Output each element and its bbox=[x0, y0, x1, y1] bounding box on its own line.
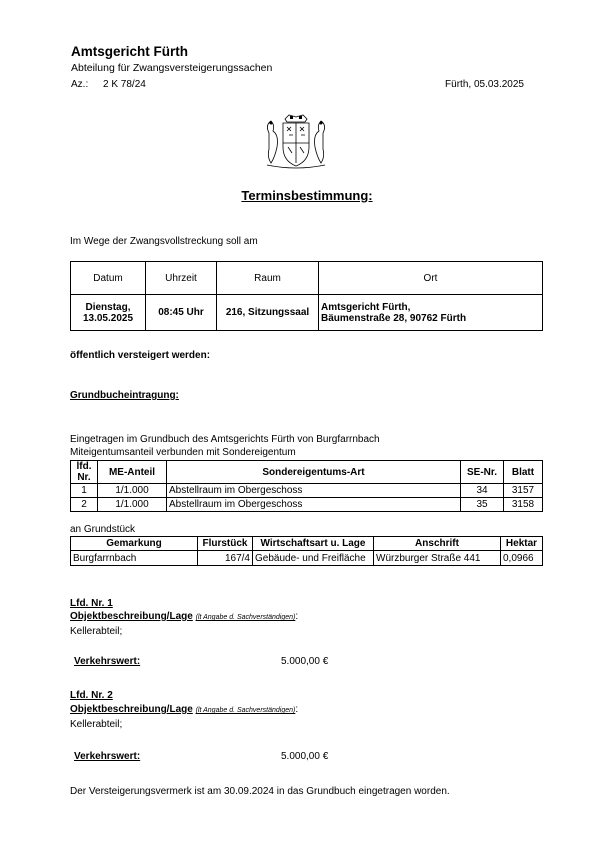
item-1-description: Kellerabteil; bbox=[70, 626, 123, 637]
appointment-room: 216, Sitzungssaal bbox=[217, 295, 319, 331]
header-lfd: lfd. Nr. bbox=[71, 461, 98, 484]
appointment-table bbox=[70, 261, 543, 331]
cell-lfd: 1 bbox=[71, 484, 98, 498]
cell-se-no: 35 bbox=[461, 498, 504, 512]
table-header-row bbox=[71, 537, 543, 551]
appointment-date: Dienstag, 13.05.2025 bbox=[71, 295, 146, 331]
header-me-share: ME-Anteil bbox=[98, 461, 167, 484]
land-register-heading: Grundbucheintragung: bbox=[70, 390, 179, 401]
header-time: Uhrzeit bbox=[146, 262, 217, 295]
appointment-time: 08:45 Uhr bbox=[146, 295, 217, 331]
header-location: Ort bbox=[319, 262, 543, 295]
table-row bbox=[71, 295, 543, 331]
appointment-location: Amtsgericht Fürth, Bäumenstraße 28, 90762 Fürth bbox=[319, 295, 543, 331]
intro-text: Im Wege der Zwangsvollstreckung soll am bbox=[70, 236, 258, 247]
header-type: Sondereigentums-Art bbox=[167, 461, 461, 484]
register-subtext: Miteigentumsanteil verbunden mit Sondereigentum bbox=[70, 447, 296, 458]
item-2-description: Kellerabteil; bbox=[70, 719, 123, 730]
item-1-title: Lfd. Nr. 1 bbox=[70, 598, 113, 609]
register-text: Eingetragen im Grundbuch des Amtsgerichts Fürth von Burgfarrnbach bbox=[70, 434, 380, 445]
department: Abteilung für Zwangsversteigerungssachen bbox=[71, 62, 273, 74]
cell-me-share: 1/1.000 bbox=[98, 498, 167, 512]
court-name: Amtsgericht Fürth bbox=[71, 44, 189, 59]
table-row bbox=[71, 498, 543, 512]
header-usage: Wirtschaftsart u. Lage bbox=[253, 537, 374, 551]
file-number-label: Az.: bbox=[71, 79, 89, 90]
header-sheet: Blatt bbox=[504, 461, 543, 484]
file-number: 2 K 78/24 bbox=[103, 79, 146, 90]
cell-usage: Gebäude- und Freifläche bbox=[253, 551, 374, 566]
item-1-description-label: Objektbeschreibung/Lage (lt Angabe d. Sachverständigen): bbox=[70, 611, 299, 622]
plot-table bbox=[70, 536, 543, 566]
document-heading: Terminsbestimmung: bbox=[241, 188, 373, 203]
item-1-value-label: Verkehrswert: bbox=[74, 656, 141, 667]
bavarian-coat-of-arms-icon bbox=[261, 113, 331, 169]
table-header-row bbox=[71, 461, 543, 484]
cell-type: Abstellraum im Obergeschoss bbox=[167, 498, 461, 512]
cell-address: Würzburger Straße 441 bbox=[374, 551, 501, 566]
header-district: Gemarkung bbox=[71, 537, 198, 551]
header-date: Datum bbox=[71, 262, 146, 295]
header-address: Anschrift bbox=[374, 537, 501, 551]
item-2-description-label: Objektbeschreibung/Lage (lt Angabe d. Sachverständigen): bbox=[70, 704, 299, 715]
place-date: Fürth, 05.03.2025 bbox=[445, 79, 524, 90]
cell-sheet: 3158 bbox=[504, 498, 543, 512]
cell-parcel: 167/4 bbox=[198, 551, 253, 566]
cell-sheet: 3157 bbox=[504, 484, 543, 498]
item-2-value-label: Verkehrswert: bbox=[74, 751, 141, 762]
cell-me-share: 1/1.000 bbox=[98, 484, 167, 498]
cell-type: Abstellraum im Obergeschoss bbox=[167, 484, 461, 498]
item-2-title: Lfd. Nr. 2 bbox=[70, 690, 113, 701]
table-header-row bbox=[71, 262, 543, 295]
header-room: Raum bbox=[217, 262, 319, 295]
table-row bbox=[71, 484, 543, 498]
item-1-value: 5.000,00 € bbox=[281, 656, 329, 667]
header-se-no: SE-Nr. bbox=[461, 461, 504, 484]
header-parcel: Flurstück bbox=[198, 537, 253, 551]
header-hectare: Hektar bbox=[501, 537, 543, 551]
final-note: Der Versteigerungsvermerk ist am 30.09.2024 in das Grundbuch eingetragen worden. bbox=[70, 786, 450, 797]
cell-hectare: 0,0966 bbox=[501, 551, 543, 566]
cell-lfd: 2 bbox=[71, 498, 98, 512]
cell-district: Burgfarrnbach bbox=[71, 551, 198, 566]
cell-se-no: 34 bbox=[461, 484, 504, 498]
plot-caption: an Grundstück bbox=[70, 524, 136, 535]
table-row bbox=[71, 551, 543, 566]
auction-text: öffentlich versteigert werden: bbox=[70, 350, 211, 361]
item-2-value: 5.000,00 € bbox=[281, 751, 329, 762]
units-table bbox=[70, 460, 543, 512]
